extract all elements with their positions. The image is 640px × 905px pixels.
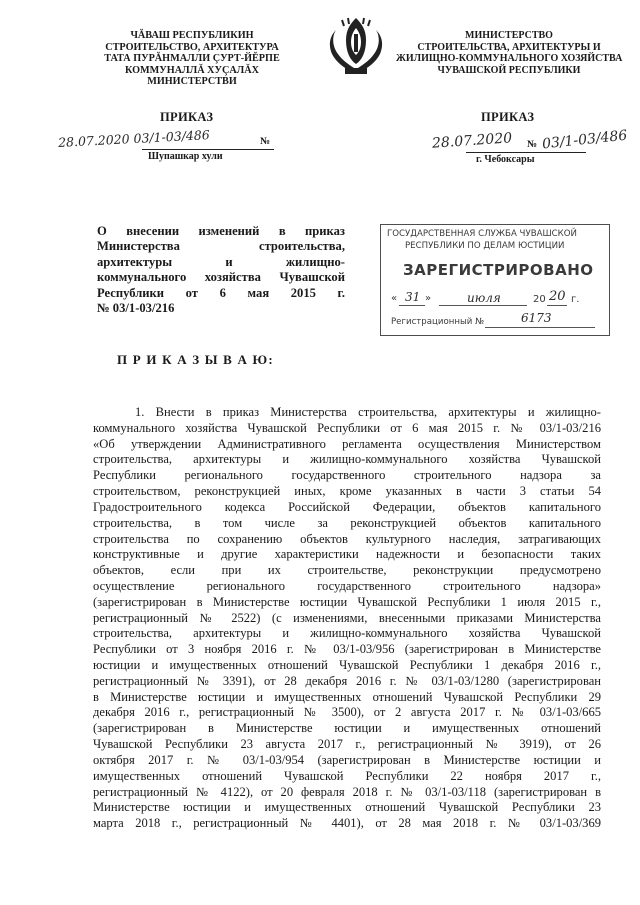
stamp-date-row [391,291,603,309]
header-left-line: СТРОИТЕЛЬСТВО, АРХИТЕКТУРА [105,41,279,53]
header-left-date-number: 28.07.2020 03/1-03/486 [57,127,211,150]
header-right-underline [466,152,586,153]
body-line: Министерстве юстиции и имущественных отношений Чувашской Республики 23 [93,800,601,815]
body-line: (зарегистрирован в Министерстве юстиции и имущественных отношений [93,721,601,736]
body-line: Республики от 3 ноября 2016 г. № 03/1-03/956 (зарегистрирован в Министерстве [93,642,601,657]
body-line: Чувашской Республики 23 августа 2017 г., регистрационный № 3919), от 26 [93,737,601,752]
subject-line: Республики от 6 мая 2015 г. [97,285,345,300]
header-right-prikaz: ПРИКАЗ [481,110,535,124]
body-line: коммунального хозяйства Чувашской Республики от 6 мая 2015 г. № 03/1-03/216 [93,420,601,435]
body-line: Республики регионального государственного строительного надзора за [93,468,601,483]
subject-line: О внесении изменений в приказ [97,224,345,238]
stamp-quote-open: « [391,293,398,304]
body-line: юстиции и имущественных отношений Чувашской Республики 1 декабря 2016 г., [93,658,601,672]
header-left-prikaz: ПРИКАЗ [160,110,214,124]
header-right-city: г. Чебоксары [476,154,535,165]
header-right-number: 03/1-03/486 [541,127,629,153]
body-line: Градостроительного кодекса Российской Федерации, объектов капитального [93,499,601,514]
header-left-line: КОММУНАЛЛĂ ХУÇАЛĂХ [125,64,259,76]
header-left-number-sign: № [260,136,271,147]
stamp-month-underline [439,305,527,306]
subject-line: Министерства строительства, [97,239,345,254]
body-line: в Министерстве юстиции и имущественных отношений Чувашской Республики 29 [93,689,601,704]
stamp-year-prefix: 20 [533,294,546,305]
body-line: осуществление регионального государственного строительного надзора» [93,578,601,593]
order-word: П Р И К А З Ы В А Ю: [117,352,274,367]
stamp-line-1: ГОСУДАРСТВЕННАЯ СЛУЖБА ЧУВАШСКОЙ [387,229,577,239]
stamp-day: 31 [405,290,421,304]
header-left-city: Шупашкар хули [148,151,223,162]
body-line: регистрационный № 4122), от 20 февраля 2018 г. № 03/1-03/118 (зарегистрирован в [93,784,601,799]
header-right-number-sign: № [527,139,538,150]
header-left-underline [142,149,274,150]
header-left-line: ЧĂВАШ РЕСПУБЛИКИН [130,30,254,41]
stamp-year-underline [547,305,567,306]
header-right-date: 28.07.2020 [431,130,513,152]
body-line: октября 2017 г. № 03/1-03/954 (зарегистрирован в Министерстве юстиции и [93,752,601,767]
body-line: строительства, в том числе за реконструкцией объектов капитального [93,515,601,530]
header-right-line: ЧУВАШСКОЙ РЕСПУБЛИКИ [437,64,581,76]
stamp-reg-underline [485,327,595,328]
stamp-year-suffix: 20 [549,289,566,304]
stamp-reg-label: Регистрационный № [391,317,484,327]
body-line: 1. Внести в приказ Министерства строительства, архитектуры и жилищно- [135,405,601,419]
stamp-line-2: РЕСПУБЛИКИ ПО ДЕЛАМ ЮСТИЦИИ [405,241,565,251]
body-line: «Об утверждении Административного регламента осуществления Министерством [93,436,601,451]
stamp-year-unit: г. [571,294,580,305]
body-line: регистрационный № 2522) (с изменениями, внесенными приказами Министерства [93,610,601,625]
body-line: имущественных отношений Чувашской Республики 22 ноября 2017 г., [93,768,601,783]
stamp-quote-close: » [425,293,432,304]
body-line: (зарегистрирован в Министерстве юстиции Чувашской Республики 1 июля 2015 г., [93,594,601,609]
coat-of-arms-emblem [328,14,384,78]
stamp-month: июля [467,291,501,305]
order-subject [97,224,345,316]
header-right-line: МИНИСТЕРСТВО [465,30,553,41]
body-line: декабря 2016 г., регистрационный № 3500), от 2 августа 2017 г. № 03/1-03/665 [93,705,601,720]
header-right-line: СТРОИТЕЛЬСТВА, АРХИТЕКТУРЫ И [417,41,601,53]
body-line: строительства, архитектуры и жилищно-коммунального хозяйства Чувашской [93,452,601,467]
stamp-reg-number: 6173 [521,311,552,325]
body-line: строительства, архитектуры и жилищно-коммунального хозяйства Чувашской [93,626,601,641]
coat-of-arms-icon [328,14,384,78]
body-line: строительства по сохранению объектов культурного наследия, затрагивающих [93,531,601,546]
header-left-ministry [92,30,292,88]
header-left-line: ТАТА ПУРĂНМАЛЛИ ÇУРТ-ЙĔРПЕ [104,53,280,65]
stamp-title: ЗАРЕГИСТРИРОВАНО [403,261,594,279]
body-line: регистрационный № 3391), от 28 декабря 2016 г. № 03/1-03/1280 (зарегистрирован [93,673,601,688]
registration-stamp [380,224,610,336]
body-line: марта 2018 г., регистрационный № 4401), от 28 мая 2018 г. № 03/1-03/369 [93,816,601,831]
order-body [93,405,601,832]
stamp-day-underline [399,305,425,306]
subject-line: коммунального хозяйства Чувашской [97,270,345,285]
body-line: строительством, реконструкцией иных, кроме указанных в части 3 статьи 54 [93,484,601,499]
subject-line: архитектуры и жилищно- [97,254,345,269]
body-line: конструктивные и другие характеристики надежности и безопасности таких [93,547,601,562]
body-line: объектов, если при их строительстве, реконструкции предусмотрено [93,563,601,578]
header-right-ministry [396,30,622,76]
header-right-line: ЖИЛИЩНО-КОММУНАЛЬНОГО ХОЗЯЙСТВА [396,53,623,65]
header-left-line: МИНИСТЕРСТВИ [147,76,237,88]
subject-line: № 03/1-03/216 [97,301,175,316]
